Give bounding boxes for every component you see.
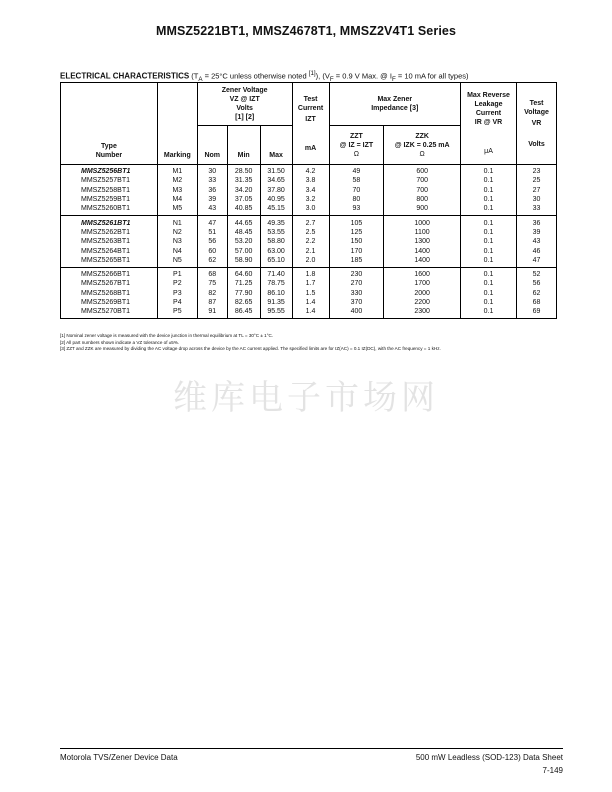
cell-ir: 0.1: [461, 237, 517, 246]
cell-vr: 46: [517, 246, 557, 255]
cell-max: 31.50: [260, 165, 292, 177]
cell-vr: 33: [517, 204, 557, 216]
cell-ir: 0.1: [461, 195, 517, 204]
max-zener-impedance-header: Max Zener Impedance [3]: [329, 83, 461, 126]
cell-max: 37.80: [260, 186, 292, 195]
footnote: [3] ZZT and ZZK are measured by dividing the AC voltage drop across the device by the AC current applied. The specified limits are for IZ(AC) = 0.1 IZ(DC), with the AC frequency = 1 kHz.: [60, 346, 441, 351]
cell-min: 57.00: [227, 246, 260, 255]
cond-note: [1]: [308, 70, 316, 77]
cell-zzk: 1300: [384, 237, 461, 246]
footer-left: Motorola TVS/Zener Device Data: [60, 753, 178, 762]
cond-text: (T: [189, 71, 199, 81]
cell-izt: 2.5: [292, 228, 329, 237]
cell-vr: 30: [517, 195, 557, 204]
cell-izt: 1.4: [292, 298, 329, 307]
table-row: [61, 228, 557, 237]
cell-min: 28.50: [227, 165, 260, 177]
cell-type: MMSZ5256BT1: [61, 165, 158, 177]
cell-mark: M3: [157, 186, 197, 195]
cell-min: 37.05: [227, 195, 260, 204]
table-row: [61, 246, 557, 255]
cell-max: 71.40: [260, 267, 292, 279]
col-max-header: Max: [260, 126, 292, 165]
table-row: [61, 267, 557, 279]
cell-zzt: 49: [329, 165, 384, 177]
table-row: [61, 176, 557, 185]
cell-mark: N2: [157, 228, 197, 237]
cell-nom: 36: [197, 186, 227, 195]
cell-zzt: 270: [329, 279, 384, 288]
cell-ir: 0.1: [461, 267, 517, 279]
table-row: [61, 289, 557, 298]
cell-vr: 69: [517, 307, 557, 319]
electrical-characteristics-table: [60, 82, 557, 319]
cell-zzk: 2300: [384, 307, 461, 319]
cell-type: MMSZ5260BT1: [61, 204, 158, 216]
cell-min: 40.85: [227, 204, 260, 216]
table-row: [61, 165, 557, 177]
cell-izt: 1.8: [292, 267, 329, 279]
cell-max: 86.10: [260, 289, 292, 298]
cell-type: MMSZ5259BT1: [61, 195, 158, 204]
cell-izt: 3.8: [292, 176, 329, 185]
cell-zzk: 1400: [384, 246, 461, 255]
table-row: [61, 237, 557, 246]
table-row: [61, 216, 557, 228]
cond-text: = 10 mA for all types): [395, 71, 469, 81]
cell-nom: 62: [197, 256, 227, 268]
cell-nom: 56: [197, 237, 227, 246]
cell-zzk: 700: [384, 176, 461, 185]
cell-min: 64.60: [227, 267, 260, 279]
cell-mark: N5: [157, 256, 197, 268]
cell-izt: 1.4: [292, 307, 329, 319]
cell-zzk: 1600: [384, 267, 461, 279]
cell-type: MMSZ5265BT1: [61, 256, 158, 268]
max-reverse-leakage-header: Max Reverse Leakage Current IR @ VR μA: [461, 83, 517, 165]
cell-zzt: 80: [329, 195, 384, 204]
cell-nom: 75: [197, 279, 227, 288]
cell-type: MMSZ5269BT1: [61, 298, 158, 307]
cell-nom: 51: [197, 228, 227, 237]
cell-nom: 91: [197, 307, 227, 319]
table-row: [61, 204, 557, 216]
cell-min: 34.20: [227, 186, 260, 195]
cond-sub: F: [391, 76, 396, 83]
cell-type: MMSZ5262BT1: [61, 228, 158, 237]
cell-izt: 2.1: [292, 246, 329, 255]
cell-min: 48.45: [227, 228, 260, 237]
table-row: [61, 307, 557, 319]
watermark: 维库电子市场网: [173, 378, 439, 418]
cell-type: MMSZ5257BT1: [61, 176, 158, 185]
cell-ir: 0.1: [461, 216, 517, 228]
cell-type: MMSZ5261BT1: [61, 216, 158, 228]
cell-vr: 62: [517, 289, 557, 298]
cell-vr: 36: [517, 216, 557, 228]
cell-zzt: 185: [329, 256, 384, 268]
cond-text: ), (V: [315, 71, 330, 81]
cell-max: 78.75: [260, 279, 292, 288]
cell-zzk: 800: [384, 195, 461, 204]
cell-ir: 0.1: [461, 186, 517, 195]
cell-max: 45.15: [260, 204, 292, 216]
table-row: [61, 195, 557, 204]
cell-max: 58.80: [260, 237, 292, 246]
cell-zzt: 150: [329, 237, 384, 246]
cell-mark: P4: [157, 298, 197, 307]
cell-mark: P2: [157, 279, 197, 288]
cell-zzt: 330: [329, 289, 384, 298]
cell-type: MMSZ5264BT1: [61, 246, 158, 255]
cell-ir: 0.1: [461, 298, 517, 307]
cell-ir: 0.1: [461, 204, 517, 216]
cell-nom: 82: [197, 289, 227, 298]
cell-ir: 0.1: [461, 246, 517, 255]
cell-vr: 68: [517, 298, 557, 307]
cell-nom: 33: [197, 176, 227, 185]
cell-max: 34.65: [260, 176, 292, 185]
test-current-header: Test Current IZT mA: [292, 83, 329, 165]
cell-mark: P3: [157, 289, 197, 298]
cell-max: 65.10: [260, 256, 292, 268]
cell-zzk: 1400: [384, 256, 461, 268]
cell-zzt: 93: [329, 204, 384, 216]
cond-text: = 0.9 V Max. @ I: [333, 71, 392, 81]
cell-ir: 0.1: [461, 256, 517, 268]
test-voltage-header: Test Voltage VR Volts: [517, 83, 557, 165]
cell-vr: 52: [517, 267, 557, 279]
cell-nom: 30: [197, 165, 227, 177]
cell-zzk: 1100: [384, 228, 461, 237]
cell-max: 53.55: [260, 228, 292, 237]
cond-sub: F: [329, 76, 334, 83]
cell-zzt: 125: [329, 228, 384, 237]
cond-sub: A: [198, 76, 203, 83]
col-marking-header: Marking: [157, 83, 197, 165]
col-nom-header: Nom: [197, 126, 227, 165]
cell-ir: 0.1: [461, 289, 517, 298]
cell-mark: M4: [157, 195, 197, 204]
cell-min: 53.20: [227, 237, 260, 246]
cell-min: 82.65: [227, 298, 260, 307]
cell-zzt: 105: [329, 216, 384, 228]
cell-mark: P5: [157, 307, 197, 319]
cell-type: MMSZ5266BT1: [61, 267, 158, 279]
cell-zzk: 1700: [384, 279, 461, 288]
cell-type: MMSZ5268BT1: [61, 289, 158, 298]
table-row: [61, 298, 557, 307]
cell-zzk: 600: [384, 165, 461, 177]
cell-izt: 1.7: [292, 279, 329, 288]
cell-max: 49.35: [260, 216, 292, 228]
cell-mark: M2: [157, 176, 197, 185]
cell-nom: 47: [197, 216, 227, 228]
cell-nom: 43: [197, 204, 227, 216]
col-min-header: Min: [227, 126, 260, 165]
cell-mark: N4: [157, 246, 197, 255]
section-label: ELECTRICAL CHARACTERISTICS: [60, 71, 190, 81]
cell-mark: P1: [157, 267, 197, 279]
table-row: [61, 186, 557, 195]
cell-min: 77.90: [227, 289, 260, 298]
footnotes: [60, 333, 580, 353]
cell-ir: 0.1: [461, 279, 517, 288]
cell-ir: 0.1: [461, 228, 517, 237]
cell-zzt: 70: [329, 186, 384, 195]
cell-min: 31.35: [227, 176, 260, 185]
cell-izt: 1.5: [292, 289, 329, 298]
cell-type: MMSZ5270BT1: [61, 307, 158, 319]
cell-zzt: 170: [329, 246, 384, 255]
cell-zzt: 370: [329, 298, 384, 307]
cell-zzk: 700: [384, 186, 461, 195]
cell-zzt: 400: [329, 307, 384, 319]
col-type-header: Type Number: [61, 83, 158, 165]
table-row: [61, 256, 557, 268]
cell-vr: 43: [517, 237, 557, 246]
footnote: [2] All part numbers shown indicate a VZ tolerance of ±5%.: [60, 339, 180, 345]
cell-zzk: 900: [384, 204, 461, 216]
zener-voltage-header: Zener Voltage VZ @ IZT Volts [1] [2]: [197, 83, 292, 126]
cell-vr: 56: [517, 279, 557, 288]
cell-ir: 0.1: [461, 307, 517, 319]
page-title: MMSZ5221BT1, MMSZ4678T1, MMSZ2V4T1 Series: [155, 24, 457, 38]
cell-vr: 23: [517, 165, 557, 177]
col-zzt-header: ZZT @ IZ = IZT Ω: [329, 126, 384, 165]
footer-right: 500 mW Leadless (SOD-123) Data Sheet: [415, 753, 563, 762]
cell-nom: 60: [197, 246, 227, 255]
cell-max: 91.35: [260, 298, 292, 307]
cell-type: MMSZ5258BT1: [61, 186, 158, 195]
cell-zzt: 230: [329, 267, 384, 279]
cell-type: MMSZ5263BT1: [61, 237, 158, 246]
cell-max: 63.00: [260, 246, 292, 255]
cell-type: MMSZ5267BT1: [61, 279, 158, 288]
cell-zzk: 1000: [384, 216, 461, 228]
cell-vr: 27: [517, 186, 557, 195]
cell-izt: 2.0: [292, 256, 329, 268]
cell-ir: 0.1: [461, 165, 517, 177]
cell-zzk: 2200: [384, 298, 461, 307]
footnote: [1] Nominal zener voltage is measured with the device junction in thermal equilibrium at TL = 30°C ± 1°C.: [60, 333, 274, 338]
footer-divider: [60, 748, 563, 749]
cell-izt: 3.2: [292, 195, 329, 204]
col-zzk-header: ZZK @ IZK = 0.25 mA Ω: [384, 126, 461, 165]
cell-vr: 25: [517, 176, 557, 185]
cell-mark: M5: [157, 204, 197, 216]
cell-izt: 3.4: [292, 186, 329, 195]
cell-mark: N3: [157, 237, 197, 246]
cell-ir: 0.1: [461, 176, 517, 185]
cell-izt: 2.7: [292, 216, 329, 228]
cell-izt: 4.2: [292, 165, 329, 177]
cell-mark: N1: [157, 216, 197, 228]
cell-min: 71.25: [227, 279, 260, 288]
cell-min: 44.65: [227, 216, 260, 228]
cell-min: 58.90: [227, 256, 260, 268]
table-row: [61, 279, 557, 288]
cond-text: = 25°C unless otherwise noted: [202, 71, 309, 81]
cell-nom: 87: [197, 298, 227, 307]
cell-nom: 39: [197, 195, 227, 204]
cell-mark: M1: [157, 165, 197, 177]
cell-max: 40.95: [260, 195, 292, 204]
cell-min: 86.45: [227, 307, 260, 319]
cell-nom: 68: [197, 267, 227, 279]
page-number: 7-149: [542, 766, 563, 775]
cell-max: 95.55: [260, 307, 292, 319]
cell-zzk: 2000: [384, 289, 461, 298]
cell-vr: 39: [517, 228, 557, 237]
cell-vr: 47: [517, 256, 557, 268]
cell-zzt: 58: [329, 176, 384, 185]
cell-izt: 2.2: [292, 237, 329, 246]
cell-izt: 3.0: [292, 204, 329, 216]
